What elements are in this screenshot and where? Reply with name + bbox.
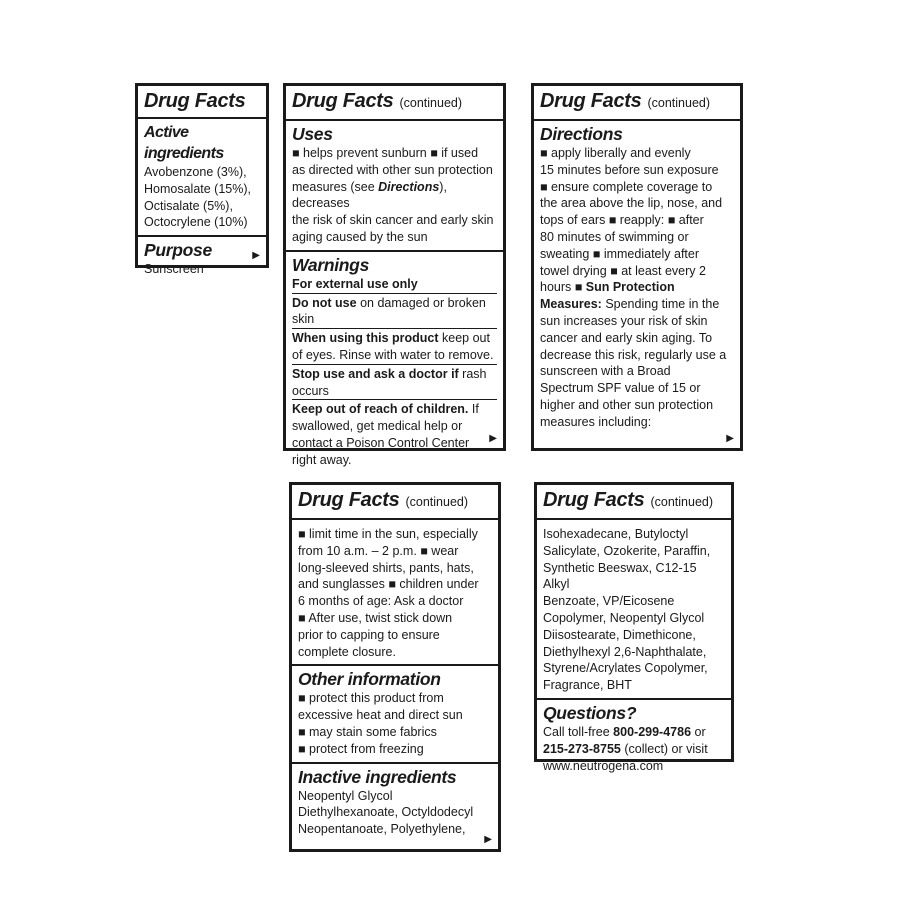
uses-text	[292, 145, 497, 246]
website-text: www.neutrogena.com	[543, 758, 664, 773]
directions-line: cancer and early skin aging. To	[540, 330, 713, 345]
panel4-title-section	[292, 485, 498, 518]
directions-section	[534, 119, 740, 435]
drug-facts-panel-2	[283, 83, 506, 467]
warnings-heading: Warnings	[292, 254, 370, 275]
collect-phone: 215-273-8755	[543, 741, 621, 756]
keep-out-line: swallowed, get medical help or	[292, 419, 463, 434]
other-information-text	[298, 690, 492, 757]
directions-line: ■ apply liberally and evenly	[540, 146, 691, 160]
stop-use-text: rash	[458, 366, 487, 381]
inactive-line: Diethylhexanoate, Octyldodecyl	[298, 805, 474, 820]
uses-line: ■ helps prevent sunburn ■ if used	[292, 146, 479, 160]
uses-line-part: ), decreases	[292, 179, 447, 211]
sun-protection-label: Sun Protection	[585, 280, 675, 295]
inactive-line: Neopentyl Glycol	[298, 788, 393, 803]
questions-section	[537, 698, 731, 778]
directions-line: decrease this risk, regularly use a	[540, 347, 727, 362]
panel2-title-section	[286, 86, 503, 119]
drug-facts-panel-3	[531, 83, 743, 451]
purpose-section	[138, 235, 266, 282]
panel2-title-text: Drug Facts	[292, 90, 394, 112]
external-use-line: For external use only	[292, 276, 418, 291]
directions-line: long-sleeved shirts, pants, hats,	[298, 560, 474, 575]
inactive-ingredients-heading: Inactive ingredients	[298, 766, 457, 787]
panel2-title	[292, 89, 497, 115]
questions-text	[543, 724, 725, 774]
directions-line	[540, 296, 734, 313]
inactive-line: Fragrance, BHT	[543, 678, 632, 693]
active-ingredient-line: Avobenzone (3%),	[144, 165, 247, 179]
other-information-section	[292, 664, 498, 761]
other-info-line: ■ may stain some fabrics	[298, 724, 437, 739]
inactive-ingredients-section	[292, 762, 498, 842]
inactive-ingredients-continued-section	[537, 518, 731, 698]
panel3-title-text: Drug Facts	[540, 90, 642, 112]
directions-continued-text	[298, 526, 492, 660]
directions-line: measures including:	[540, 414, 652, 429]
questions-line-part: or	[691, 724, 706, 739]
inactive-ingredients-continued-text	[543, 526, 725, 694]
inactive-ingredients-text	[298, 788, 492, 838]
continued-label: (continued)	[405, 495, 469, 509]
panel3-title	[540, 89, 734, 115]
directions-line: 6 months of age: Ask a doctor	[298, 594, 464, 609]
directions-line: sunscreen with a Broad	[540, 364, 671, 379]
inactive-line: Diethylhexyl 2,6-Naphthalate,	[543, 644, 707, 659]
other-info-line: excessive heat and direct sun	[298, 708, 463, 723]
purpose-heading: Purpose	[144, 240, 212, 261]
inactive-line: Diisostearate, Dimethicone,	[543, 627, 696, 642]
when-using-line: of eyes. Rinse with water to remove.	[292, 347, 494, 362]
uses-line-part: measures (see	[292, 179, 379, 194]
drug-facts-panel-1	[135, 83, 269, 277]
inactive-line: Copolymer, Neopentyl Glycol	[543, 610, 705, 625]
continue-arrow-icon: ▶	[489, 433, 497, 444]
directions-line: 15 minutes before sun exposure	[540, 162, 719, 177]
active-ingredients-heading: Active ingredients	[144, 124, 224, 162]
drug-facts-panel-4	[289, 482, 501, 852]
active-ingredients-list	[144, 164, 260, 231]
panel4-title-text: Drug Facts	[298, 489, 400, 511]
continued-label: (continued)	[647, 96, 711, 110]
warnings-text	[292, 276, 497, 469]
continue-arrow-icon: ▶	[252, 250, 260, 261]
inactive-line: Synthetic Beeswax, C12-15 Alkyl	[543, 560, 697, 592]
uses-line	[292, 179, 497, 213]
uses-line: the risk of skin cancer and early skin	[292, 213, 494, 228]
active-ingredient-line: Homosalate (15%),	[144, 181, 251, 196]
panel5-title-section	[537, 485, 731, 518]
directions-line: complete closure.	[298, 644, 396, 659]
active-ingredient-line: Octisalate (5%),	[144, 198, 233, 213]
panel1-title: Drug Facts	[144, 90, 246, 112]
directions-text	[540, 145, 734, 431]
directions-line: higher and other sun protection	[540, 397, 714, 412]
panel1-title-section	[138, 86, 266, 117]
keep-out-line: right away.	[292, 452, 352, 467]
continue-arrow-icon: ▶	[484, 834, 492, 845]
active-ingredient-line: Octocrylene (10%)	[144, 215, 248, 230]
panel5-title	[543, 488, 725, 514]
questions-line-part: Call toll-free	[543, 724, 614, 739]
continue-arrow-icon: ▶	[726, 433, 734, 444]
other-info-line: ■ protect from freezing	[298, 741, 424, 756]
directions-line: sun increases your risk of skin	[540, 313, 708, 328]
directions-line: Spectrum SPF value of 15 or	[540, 381, 701, 396]
directions-line: from 10 a.m. – 2 p.m. ■ wear	[298, 543, 459, 558]
directions-line: sweating ■ immediately after	[540, 246, 700, 261]
panel5-title-text: Drug Facts	[543, 489, 645, 511]
questions-heading: Questions?	[543, 702, 637, 723]
inactive-line: Neopentanoate, Polyethylene,	[298, 822, 466, 837]
purpose-text: Sunscreen	[144, 262, 204, 277]
stop-use-block	[292, 364, 497, 400]
when-using-text: keep out	[438, 331, 490, 346]
uses-line: as directed with other sun protection	[292, 162, 493, 177]
warnings-section	[286, 250, 503, 473]
continued-label: (continued)	[399, 96, 463, 110]
toll-free-phone: 800-299-4786	[613, 724, 692, 739]
measures-label: Measures:	[540, 297, 602, 312]
inactive-line: Benzoate, VP/Eicosene	[543, 594, 675, 609]
directions-line: ■ ensure complete coverage to	[540, 179, 713, 194]
directions-line-part: hours ■	[540, 280, 586, 295]
directions-heading: Directions	[540, 124, 623, 144]
questions-line-part: (collect) or visit	[620, 741, 708, 756]
inactive-line: Isohexadecane, Butyloctyl	[543, 527, 689, 541]
when-using-label: When using this product	[292, 331, 439, 346]
directions-line	[540, 279, 734, 296]
uses-section	[286, 119, 503, 250]
directions-line: 80 minutes of swimming or	[540, 229, 689, 244]
uses-line: aging caused by the sun	[292, 229, 428, 244]
do-not-use-text: on damaged or broken skin	[292, 295, 486, 327]
directions-line: ■ After use, twist stick down	[298, 610, 453, 625]
panel4-title	[298, 488, 492, 514]
other-info-line: ■ protect this product from	[298, 691, 444, 706]
uses-heading: Uses	[292, 124, 333, 144]
active-ingredients-section	[138, 117, 266, 235]
directions-line: towel drying ■ at least every 2	[540, 263, 706, 278]
directions-line: tops of ears ■ reapply: ■ after	[540, 213, 704, 228]
do-not-use-label: Do not use	[292, 295, 357, 310]
keep-out-block	[292, 399, 497, 468]
do-not-use-line	[292, 293, 497, 329]
inactive-line: Styrene/Acrylates Copolymer,	[543, 661, 708, 676]
continued-label: (continued)	[650, 495, 714, 509]
directions-line: and sunglasses ■ children under	[298, 577, 479, 592]
directions-line: ■ limit time in the sun, especially	[298, 527, 478, 541]
stop-use-label: Stop use and ask a doctor if	[292, 366, 459, 381]
directions-line: prior to capping to ensure	[298, 627, 440, 642]
keep-out-line: contact a Poison Control Center	[292, 435, 470, 450]
directions-line: the area above the lip, nose, and	[540, 196, 723, 211]
drug-facts-panel-5	[534, 482, 734, 773]
keep-out-label: Keep out of reach of children.	[292, 402, 469, 417]
when-using-block	[292, 328, 497, 364]
stop-use-line: occurs	[292, 383, 329, 398]
keep-out-text: If	[468, 402, 479, 417]
other-information-heading: Other information	[298, 669, 441, 690]
panel3-title-section	[534, 86, 740, 119]
inactive-line: Salicylate, Ozokerite, Paraffin,	[543, 543, 711, 558]
directions-continued-section	[292, 518, 498, 664]
directions-reference: Directions	[378, 179, 440, 194]
directions-line-part: Spending time in the	[601, 297, 720, 312]
